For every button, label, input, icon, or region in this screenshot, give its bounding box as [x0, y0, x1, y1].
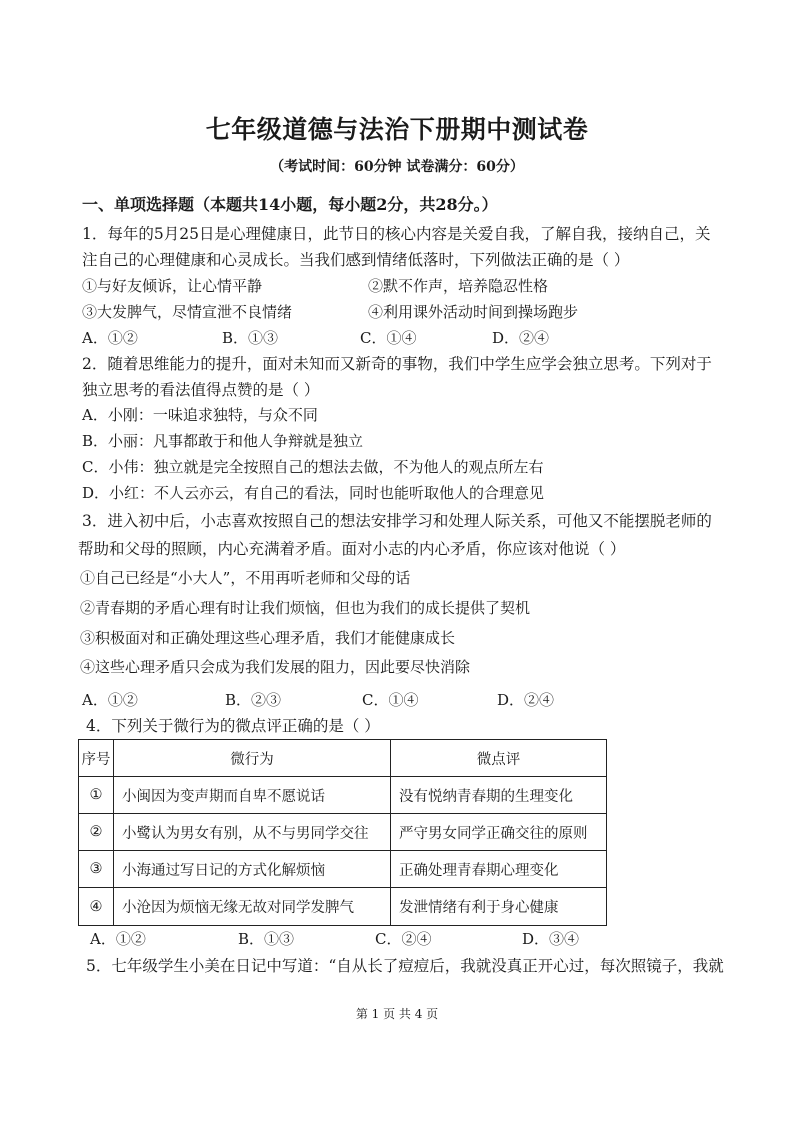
q3-choice-c: C．①④ — [362, 691, 419, 709]
q1-choice-b: B．①③ — [222, 329, 279, 347]
row-comment: 严守男女同学正确交往的原则 — [391, 814, 607, 851]
table-header-comment: 微点评 — [391, 740, 607, 777]
q3-statement-4: ④这些心理矛盾只会成为我们发展的阻力，因此要尽快消除 — [80, 658, 471, 676]
row-number: ④ — [79, 888, 114, 926]
q3-choice-b: B．②③ — [225, 691, 282, 709]
table-row — [79, 814, 607, 851]
row-comment: 没有悦纳青春期的生理变化 — [391, 777, 607, 814]
q4-choice-d: D．③④ — [522, 930, 580, 948]
q3-choice-d: D．②④ — [497, 691, 555, 709]
q1-statement-1: ①与好友倾诉，让心情平静 — [82, 277, 263, 295]
row-number: ③ — [79, 851, 114, 888]
row-behavior: 小闽因为变声期而自卑不愿说话 — [114, 777, 391, 814]
exam-info: （考试时间：60分钟 试卷满分：60分） — [270, 159, 524, 175]
question-2-line-2: 独立思考的看法值得点赞的是（ ） — [82, 381, 320, 399]
row-number: ② — [79, 814, 114, 851]
q1-statement-4: ④利用课外活动时间到操场跑步 — [368, 303, 579, 321]
q1-choice-c: C．①④ — [360, 329, 417, 347]
question-5-line-1: 5．七年级学生小美在日记中写道：“自从长了痘痘后，我就没真正开心过，每次照镜子，我就 — [86, 957, 724, 975]
q1-choice-a: A．①② — [82, 329, 138, 347]
row-behavior: 小沧因为烦恼无缘无故对同学发脾气 — [114, 888, 391, 926]
q2-choice-d: D．小红：不人云亦云，有自己的看法，同时也能听取他人的合理意见 — [82, 484, 545, 502]
table-row — [79, 777, 607, 814]
table-header-behavior: 微行为 — [114, 740, 391, 777]
q3-statement-2: ②青春期的矛盾心理有时让我们烦恼，但也为我们的成长提供了契机 — [80, 599, 531, 617]
q3-choice-a: A．①② — [82, 691, 138, 709]
row-behavior: 小鹭认为男女有别，从不与男同学交往 — [114, 814, 391, 851]
question-3-line-1: 3．进入初中后，小志喜欢按照自己的想法安排学习和处理人际关系，可他又不能摆脱老师的 — [82, 512, 712, 530]
row-comment: 发泄情绪有利于身心健康 — [391, 888, 607, 926]
q1-choice-d: D．②④ — [492, 329, 550, 347]
q4-choice-c: C．②④ — [375, 930, 432, 948]
q2-choice-b: B．小丽：凡事都敢于和他人争辩就是独立 — [82, 432, 364, 450]
table-row — [79, 888, 607, 926]
q1-statement-2: ②默不作声，培养隐忍性格 — [368, 277, 549, 295]
q3-statement-3: ③积极面对和正确处理这些心理矛盾，我们才能健康成长 — [80, 629, 456, 647]
table-header-number: 序号 — [79, 740, 114, 777]
question-2-line-1: 2．随着思维能力的提升，面对未知而又新奇的事物，我们中学生应学会独立思考。下列对于 — [82, 355, 712, 373]
row-comment: 正确处理青春期心理变化 — [391, 851, 607, 888]
q4-table — [78, 739, 607, 926]
q4-choice-b: B．①③ — [238, 930, 295, 948]
q3-statement-1: ①自己已经是“小大人”，不用再听老师和父母的话 — [80, 569, 411, 587]
question-3-line-2: 帮助和父母的照顾，内心充满着矛盾。面对小志的内心矛盾，你应该对他说（ ） — [78, 540, 626, 558]
question-1-line-1: 1．每年的5月25日是心理健康日，此节日的核心内容是关爱自我，了解自我，接纳自己，关 — [82, 225, 711, 243]
q1-statement-3: ③大发脾气，尽情宣泄不良情绪 — [82, 303, 293, 321]
section-heading: 一、单项选择题（本题共14小题，每小题2分，共28分。） — [82, 195, 498, 214]
row-number: ① — [79, 777, 114, 814]
q2-choice-a: A．小刚：一味追求独特，与众不同 — [82, 406, 318, 424]
question-1-line-2: 注自己的心理健康和心灵成长。当我们感到情绪低落时，下列做法正确的是（ ） — [82, 251, 630, 269]
page-title: 七年级道德与法治下册期中测试卷 — [205, 115, 589, 144]
table-row — [79, 851, 607, 888]
page-footer: 第 1 页 共 4 页 — [355, 1007, 439, 1021]
q4-choice-a: A．①② — [90, 930, 146, 948]
row-behavior: 小海通过写日记的方式化解烦恼 — [114, 851, 391, 888]
question-4-line-1: 4．下列关于微行为的微点评正确的是（ ） — [86, 717, 380, 735]
q2-choice-c: C．小伟：独立就是完全按照自己的想法去做，不为他人的观点所左右 — [82, 458, 544, 476]
